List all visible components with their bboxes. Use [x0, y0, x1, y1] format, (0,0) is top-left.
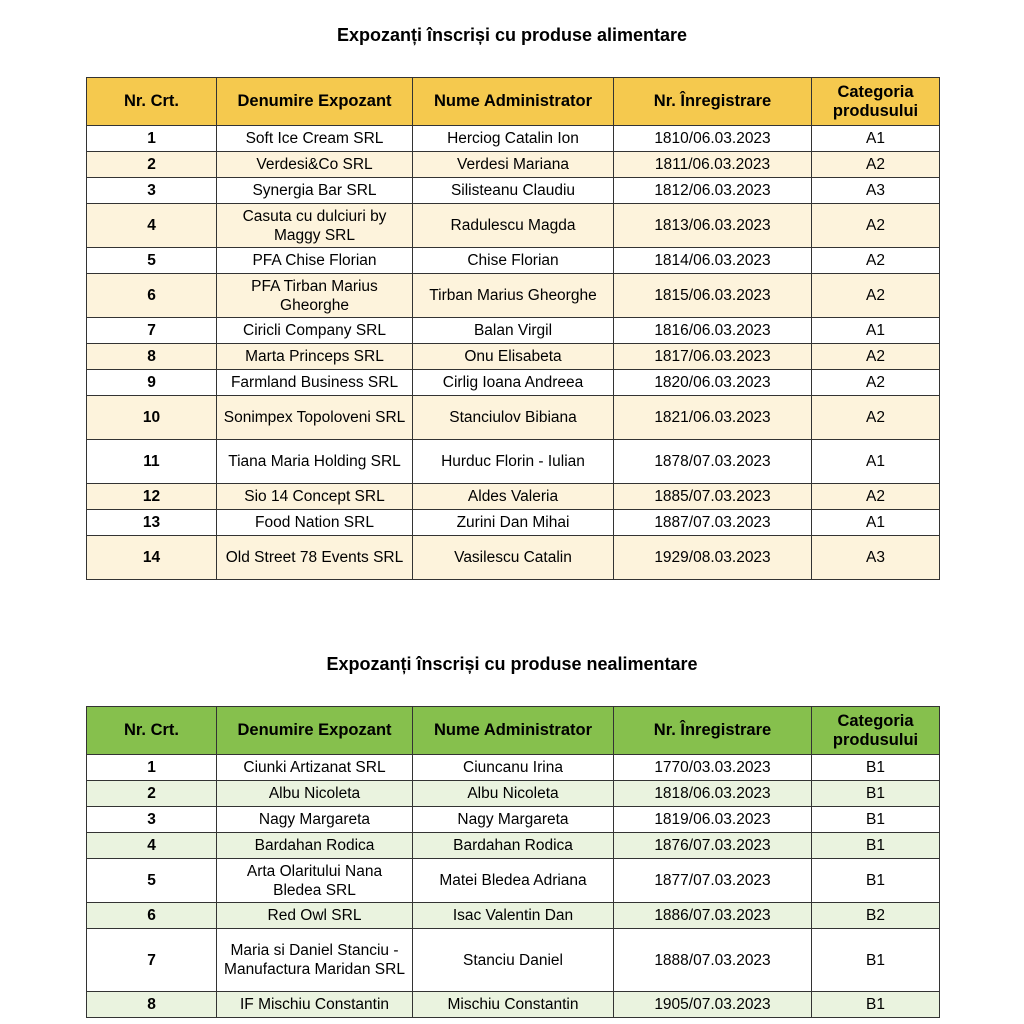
cell-registration-number: 1815/06.03.2023: [614, 274, 812, 318]
cell-nr-crt: 7: [87, 929, 217, 992]
header-nr-crt: Nr. Crt.: [87, 707, 217, 755]
cell-nr-crt: 5: [87, 859, 217, 903]
cell-product-category: A3: [812, 178, 940, 204]
cell-exhibitor-name: Synergia Bar SRL: [217, 178, 413, 204]
cell-registration-number: 1821/06.03.2023: [614, 396, 812, 440]
table-row: [87, 536, 940, 580]
cell-exhibitor-name: Old Street 78 Events SRL: [217, 536, 413, 580]
cell-administrator-name: Matei Bledea Adriana: [413, 859, 614, 903]
cell-administrator-name: Stanciulov Bibiana: [413, 396, 614, 440]
cell-administrator-name: Zurini Dan Mihai: [413, 510, 614, 536]
cell-product-category: A2: [812, 274, 940, 318]
cell-administrator-name: Nagy Margareta: [413, 807, 614, 833]
cell-product-category: A2: [812, 370, 940, 396]
cell-administrator-name: Chise Florian: [413, 248, 614, 274]
cell-nr-crt: 7: [87, 318, 217, 344]
table-header-row: [87, 78, 940, 126]
cell-registration-number: 1820/06.03.2023: [614, 370, 812, 396]
cell-registration-number: 1878/07.03.2023: [614, 440, 812, 484]
cell-administrator-name: Vasilescu Catalin: [413, 536, 614, 580]
table-row: [87, 370, 940, 396]
cell-exhibitor-name: Arta Olaritului Nana Bledea SRL: [217, 859, 413, 903]
table-row: [87, 903, 940, 929]
cell-exhibitor-name: Food Nation SRL: [217, 510, 413, 536]
cell-nr-crt: 12: [87, 484, 217, 510]
table-row: [87, 126, 940, 152]
cell-product-category: B1: [812, 781, 940, 807]
header-exhibitor-name: Denumire Expozant: [217, 707, 413, 755]
cell-product-category: A1: [812, 440, 940, 484]
cell-administrator-name: Tirban Marius Gheorghe: [413, 274, 614, 318]
table-row: [87, 833, 940, 859]
cell-nr-crt: 11: [87, 440, 217, 484]
cell-product-category: A2: [812, 344, 940, 370]
cell-exhibitor-name: Albu Nicoleta: [217, 781, 413, 807]
table-row: [87, 152, 940, 178]
cell-registration-number: 1812/06.03.2023: [614, 178, 812, 204]
cell-nr-crt: 10: [87, 396, 217, 440]
table-row: [87, 248, 940, 274]
cell-product-category: B1: [812, 859, 940, 903]
cell-product-category: B1: [812, 755, 940, 781]
table-row: [87, 510, 940, 536]
table-row: [87, 992, 940, 1018]
cell-registration-number: 1887/07.03.2023: [614, 510, 812, 536]
cell-administrator-name: Onu Elisabeta: [413, 344, 614, 370]
cell-exhibitor-name: Ciricli Company SRL: [217, 318, 413, 344]
cell-administrator-name: Hurduc Florin - Iulian: [413, 440, 614, 484]
table-row: [87, 484, 940, 510]
cell-registration-number: 1814/06.03.2023: [614, 248, 812, 274]
cell-nr-crt: 5: [87, 248, 217, 274]
cell-administrator-name: Ciuncanu Irina: [413, 755, 614, 781]
cell-nr-crt: 9: [87, 370, 217, 396]
cell-nr-crt: 3: [87, 807, 217, 833]
cell-exhibitor-name: Sio 14 Concept SRL: [217, 484, 413, 510]
cell-exhibitor-name: IF Mischiu Constantin: [217, 992, 413, 1018]
cell-nr-crt: 14: [87, 536, 217, 580]
header-nr-crt: Nr. Crt.: [87, 78, 217, 126]
cell-exhibitor-name: Tiana Maria Holding SRL: [217, 440, 413, 484]
cell-nr-crt: 6: [87, 274, 217, 318]
cell-nr-crt: 1: [87, 126, 217, 152]
cell-exhibitor-name: Nagy Margareta: [217, 807, 413, 833]
cell-administrator-name: Bardahan Rodica: [413, 833, 614, 859]
cell-administrator-name: Silisteanu Claudiu: [413, 178, 614, 204]
header-product-category: Categoria produsului: [812, 78, 940, 126]
table-row: [87, 396, 940, 440]
header-registration-number: Nr. Înregistrare: [614, 707, 812, 755]
cell-registration-number: 1811/06.03.2023: [614, 152, 812, 178]
cell-exhibitor-name: Soft Ice Cream SRL: [217, 126, 413, 152]
header-administrator-name: Nume Administrator: [413, 78, 614, 126]
header-administrator-name: Nume Administrator: [413, 707, 614, 755]
table-row: [87, 807, 940, 833]
nonfood-exhibitors-title: Expozanți înscriși cu produse nealimentare: [326, 654, 698, 674]
cell-nr-crt: 4: [87, 204, 217, 248]
table-row: [87, 859, 940, 903]
cell-nr-crt: 4: [87, 833, 217, 859]
cell-nr-crt: 2: [87, 781, 217, 807]
cell-registration-number: 1888/07.03.2023: [614, 929, 812, 992]
cell-registration-number: 1876/07.03.2023: [614, 833, 812, 859]
header-product-category: Categoria produsului: [812, 707, 940, 755]
cell-registration-number: 1813/06.03.2023: [614, 204, 812, 248]
cell-product-category: B1: [812, 833, 940, 859]
cell-nr-crt: 8: [87, 344, 217, 370]
cell-nr-crt: 8: [87, 992, 217, 1018]
cell-product-category: A2: [812, 248, 940, 274]
cell-product-category: A1: [812, 318, 940, 344]
cell-registration-number: 1885/07.03.2023: [614, 484, 812, 510]
cell-product-category: A2: [812, 484, 940, 510]
cell-product-category: B2: [812, 903, 940, 929]
cell-administrator-name: Verdesi Mariana: [413, 152, 614, 178]
cell-nr-crt: 13: [87, 510, 217, 536]
cell-registration-number: 1905/07.03.2023: [614, 992, 812, 1018]
nonfood-exhibitors-table: [86, 706, 940, 1018]
table-row: [87, 440, 940, 484]
cell-administrator-name: Aldes Valeria: [413, 484, 614, 510]
cell-nr-crt: 1: [87, 755, 217, 781]
cell-product-category: A2: [812, 204, 940, 248]
header-registration-number: Nr. Înregistrare: [614, 78, 812, 126]
cell-product-category: B1: [812, 992, 940, 1018]
cell-administrator-name: Herciog Catalin Ion: [413, 126, 614, 152]
food-exhibitors-table: [86, 77, 940, 580]
cell-exhibitor-name: Red Owl SRL: [217, 903, 413, 929]
cell-exhibitor-name: Bardahan Rodica: [217, 833, 413, 859]
cell-administrator-name: Mischiu Constantin: [413, 992, 614, 1018]
cell-registration-number: 1810/06.03.2023: [614, 126, 812, 152]
cell-exhibitor-name: Casuta cu dulciuri by Maggy SRL: [217, 204, 413, 248]
cell-exhibitor-name: Sonimpex Topoloveni SRL: [217, 396, 413, 440]
cell-registration-number: 1877/07.03.2023: [614, 859, 812, 903]
cell-registration-number: 1886/07.03.2023: [614, 903, 812, 929]
cell-registration-number: 1816/06.03.2023: [614, 318, 812, 344]
cell-registration-number: 1929/08.03.2023: [614, 536, 812, 580]
cell-product-category: A3: [812, 536, 940, 580]
table-row: [87, 781, 940, 807]
cell-administrator-name: Balan Virgil: [413, 318, 614, 344]
table-row: [87, 318, 940, 344]
cell-registration-number: 1817/06.03.2023: [614, 344, 812, 370]
table-row: [87, 274, 940, 318]
table-header-row: [87, 707, 940, 755]
header-exhibitor-name: Denumire Expozant: [217, 78, 413, 126]
cell-registration-number: 1770/03.03.2023: [614, 755, 812, 781]
cell-exhibitor-name: Ciunki Artizanat SRL: [217, 755, 413, 781]
cell-administrator-name: Albu Nicoleta: [413, 781, 614, 807]
cell-administrator-name: Stanciu Daniel: [413, 929, 614, 992]
cell-product-category: B1: [812, 929, 940, 992]
cell-exhibitor-name: Verdesi&Co SRL: [217, 152, 413, 178]
food-exhibitors-title: Expozanți înscriși cu produse alimentare: [336, 25, 688, 45]
cell-nr-crt: 3: [87, 178, 217, 204]
table-row: [87, 755, 940, 781]
cell-product-category: A1: [812, 126, 940, 152]
cell-administrator-name: Radulescu Magda: [413, 204, 614, 248]
cell-product-category: A1: [812, 510, 940, 536]
cell-product-category: A2: [812, 152, 940, 178]
cell-exhibitor-name: PFA Tirban Marius Gheorghe: [217, 274, 413, 318]
cell-registration-number: 1819/06.03.2023: [614, 807, 812, 833]
cell-nr-crt: 2: [87, 152, 217, 178]
cell-exhibitor-name: Farmland Business SRL: [217, 370, 413, 396]
cell-product-category: A2: [812, 396, 940, 440]
cell-administrator-name: Isac Valentin Dan: [413, 903, 614, 929]
table-row: [87, 344, 940, 370]
cell-exhibitor-name: PFA Chise Florian: [217, 248, 413, 274]
cell-administrator-name: Cirlig Ioana Andreea: [413, 370, 614, 396]
table-row: [87, 929, 940, 992]
cell-product-category: B1: [812, 807, 940, 833]
cell-registration-number: 1818/06.03.2023: [614, 781, 812, 807]
table-row: [87, 178, 940, 204]
cell-exhibitor-name: Marta Princeps SRL: [217, 344, 413, 370]
cell-exhibitor-name: Maria si Daniel Stanciu - Manufactura Maridan SRL: [217, 929, 413, 992]
cell-nr-crt: 6: [87, 903, 217, 929]
table-row: [87, 204, 940, 248]
